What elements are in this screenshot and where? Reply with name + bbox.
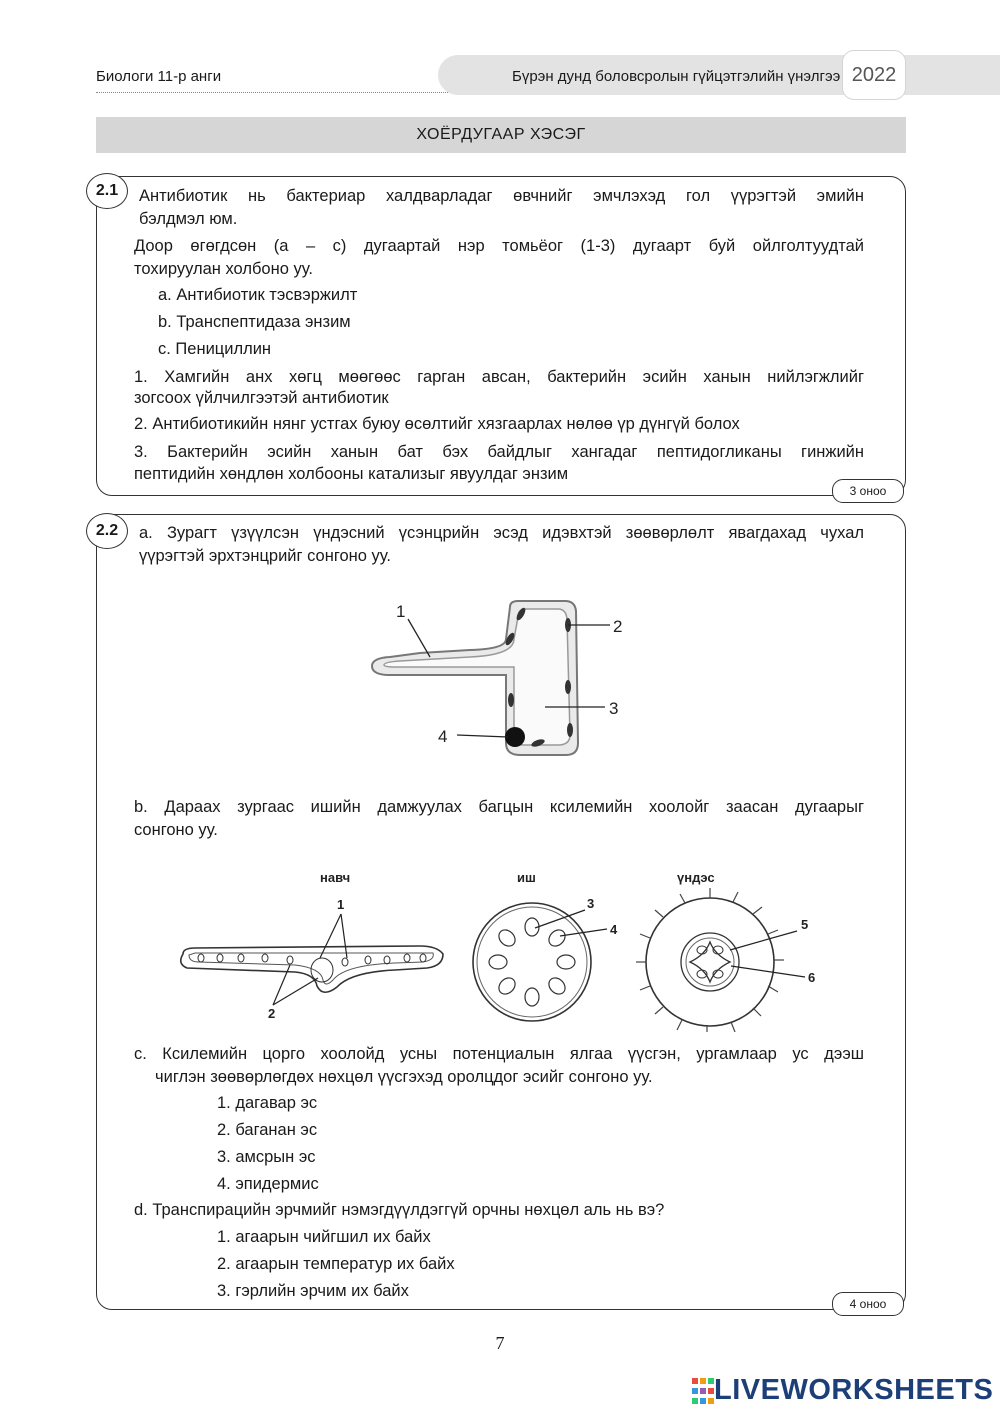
fig2-label-1: 1 bbox=[337, 897, 345, 912]
header-year: 2022 bbox=[842, 50, 906, 100]
q21-term-a: a. Антибиотик тэсвэржилт bbox=[158, 286, 358, 304]
leaf-cross-section bbox=[181, 897, 443, 1021]
fig2-label-4: 4 bbox=[610, 922, 618, 937]
section-title: ХОЁРДУГААР ХЭСЭГ bbox=[96, 117, 906, 153]
fig2-label-6: 6 bbox=[808, 970, 816, 985]
q21-definition-3-line1: 3. Бактерийн эсийн ханын бат бэх байдлыг хангадаг пептидогликаны гинжийн bbox=[134, 443, 864, 461]
q22-points-badge: 4 оноо bbox=[832, 1292, 904, 1316]
question-number-2-1: 2.1 bbox=[86, 173, 128, 209]
q22-part-a-line2: үүрэгтэй эрхтэнцрийг сонгоно уу. bbox=[139, 547, 391, 565]
q21-instruction-line1: Доор өгөгдсөн (a – c) дугаартай нэр томьёог (1-3) дугаарт буй ойлголтуудтай bbox=[134, 237, 864, 255]
root-hair-cell-diagram bbox=[360, 595, 650, 770]
q22-c-option-4: 4. эпидермис bbox=[217, 1175, 319, 1193]
q22-part-b-line1: b. Дараах зургаас ишийн дамжуулах багцын ксилемийн хоолойг заасан дугаарыг bbox=[134, 798, 864, 816]
liveworksheets-logo bbox=[692, 1374, 993, 1407]
page-number: 7 bbox=[495, 1333, 505, 1353]
fig2-label-5: 5 bbox=[801, 917, 809, 932]
liveworksheets-wordmark: LIVEWORKSHEETS bbox=[714, 1374, 994, 1406]
header-exam-title: Бүрэн дунд боловсролын гүйцэтгэлийн үнэлгээ bbox=[512, 68, 841, 85]
stem-cross-section bbox=[473, 896, 618, 1021]
q21-points-badge: 3 оноо bbox=[832, 479, 904, 503]
fig2-title-stem: иш bbox=[517, 870, 536, 885]
q22-c-option-2: 2. баганан эс bbox=[217, 1121, 318, 1139]
question-number-2-2: 2.2 bbox=[86, 513, 128, 549]
q21-term-c: c. Пенициллин bbox=[158, 340, 272, 358]
fig1-label-3: 3 bbox=[609, 699, 619, 718]
cross-sections-diagram bbox=[165, 862, 845, 1032]
q22-part-d-question: d. Транспирацийн эрчмийг нэмэгдүүлдэггүй орчны нөхцөл аль нь вэ? bbox=[134, 1201, 665, 1219]
fig2-title-leaf: навч bbox=[320, 870, 351, 885]
fig1-label-1: 1 bbox=[396, 602, 406, 621]
q21-definition-1-line1: 1. Хамгийн анх хөгц мөөгөөс гарган авсан, бактерийн эсийн ханын нийлэгжлийг bbox=[134, 368, 864, 386]
header-subject: Биологи 11-р анги bbox=[96, 68, 222, 85]
q21-instruction-line2: тохируулан холбоно уу. bbox=[134, 260, 313, 278]
fig2-title-root: үндэс bbox=[677, 870, 715, 885]
q21-definition-1-line2: зогсоох үйлчилгээтэй антибиотик bbox=[134, 389, 389, 407]
q21-definition-2: 2. Антибиотикийн нянг устгах буюу өсөлтийг хязгаарлах нөлөө үр дүнгүй болох bbox=[134, 415, 740, 433]
q22-d-option-2: 2. агаарын температур их байх bbox=[217, 1255, 455, 1273]
q22-d-option-3: 3. гэрлийн эрчим их байх bbox=[217, 1282, 409, 1300]
fig2-label-2: 2 bbox=[268, 1006, 276, 1021]
q21-term-b: b. Транспептидаза энзим bbox=[158, 313, 351, 331]
liveworksheets-grid-icon bbox=[692, 1378, 714, 1404]
fig2-label-3: 3 bbox=[587, 896, 595, 911]
q22-c-option-3: 3. амсрын эс bbox=[217, 1148, 316, 1166]
q22-part-c-line2: чиглэн зөөвөрлөгдөх нөхцөл үүсгэхэд оролцдог эсийг сонгоно уу. bbox=[155, 1068, 653, 1086]
q21-intro-line1: Антибиотик нь бактериар халдварладаг өвчнийг эмчлэхэд гол үүрэгтэй эмийн bbox=[139, 187, 864, 205]
q22-c-option-1: 1. дагавар эс bbox=[217, 1094, 318, 1112]
q22-part-a-line1: a. Зурагт үзүүлсэн үндэсний үсэнцрийн эсэд идэвхтэй зөөвөрлөлт явагдахад чухал bbox=[139, 524, 864, 542]
q22-part-c-line1: c. Ксилемийн цорго хоолойд усны потенциалын ялгаа үүсгэн, ургамлаар ус дээш bbox=[134, 1045, 864, 1063]
q21-intro-line2: бэлдмэл юм. bbox=[139, 210, 238, 228]
q21-definition-3-line2: пептидийн хөндлөн холбооны катализыг явуулдаг энзим bbox=[134, 465, 569, 483]
fig1-label-2: 2 bbox=[613, 617, 623, 636]
q22-part-b-line2: сонгоно уу. bbox=[134, 821, 218, 839]
fig1-label-4: 4 bbox=[438, 727, 448, 746]
root-cross-section bbox=[636, 888, 815, 1032]
header-divider bbox=[96, 92, 486, 93]
q22-d-option-1: 1. агаарын чийгшил их байх bbox=[217, 1228, 431, 1246]
